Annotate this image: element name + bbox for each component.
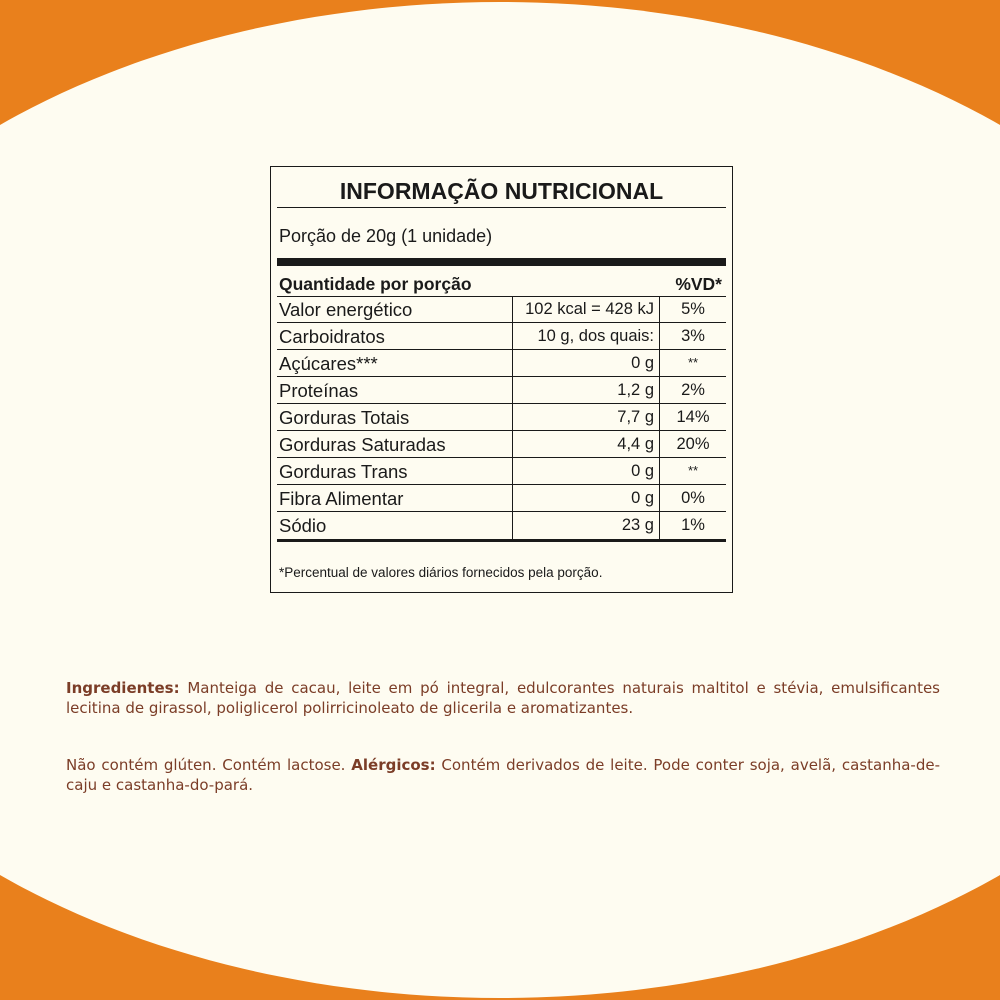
nutrient-row — [277, 458, 726, 485]
nutrient-name: Carboidratos — [279, 326, 385, 347]
nutrient-name: Proteínas — [279, 380, 359, 401]
nutrient-name: Gorduras Trans — [279, 461, 408, 482]
nutrient-amount: 1,2 g — [512, 377, 660, 403]
nutrient-amount: 23 g — [512, 512, 660, 539]
nutrient-name: Gorduras Totais — [279, 407, 410, 428]
thick-divider — [277, 258, 726, 266]
nutrient-amount: 0 g — [512, 485, 660, 511]
ingredients-text: Manteiga de cacau, leite em pó integral, edulcorantes naturais maltitol e stévia, emulsificantes lecitina de girassol, poliglicerol polirricinoleato de glicerila e aromatizantes. — [66, 679, 940, 717]
nutrient-daily-value: 5% — [681, 300, 705, 318]
nutrient-row — [277, 485, 726, 512]
nutrition-title: INFORMAÇÃO NUTRICIONAL — [339, 178, 664, 204]
nutrient-daily-value: 1% — [681, 516, 705, 534]
nutrient-name: Açúcares*** — [279, 353, 378, 374]
nutrient-daily-value: 14% — [676, 408, 710, 426]
nutrition-facts-label — [270, 166, 733, 593]
nutrient-row — [277, 296, 726, 323]
quantity-header: Quantidade por porção — [279, 274, 472, 294]
bottom-divider — [277, 539, 726, 542]
nutrient-amount: 0 g — [512, 458, 660, 484]
ingredients-label: Ingredientes: — [66, 679, 180, 697]
divider — [277, 207, 726, 208]
nutrient-name: Gorduras Saturadas — [279, 434, 446, 455]
nutrient-amount: 102 kcal = 428 kJ — [512, 296, 660, 322]
allergens-text: Contém derivados de leite. Pode conter soja, avelã, castanha-de-caju e castanha-do-pará. — [66, 756, 940, 794]
nutrient-name: Sódio — [279, 515, 327, 536]
daily-value-header: %VD* — [675, 274, 722, 294]
daily-value-footnote: *Percentual de valores diários fornecidos pela porção. — [279, 565, 603, 580]
nutrient-row — [277, 377, 726, 404]
nutrient-amount: 10 g, dos quais: — [512, 323, 660, 349]
nutrient-daily-value: 3% — [681, 327, 705, 345]
nutrient-daily-value: 2% — [681, 381, 705, 399]
nutrient-daily-value: 20% — [676, 435, 710, 453]
nutrient-name: Valor energético — [279, 299, 413, 320]
nutrient-amount: 4,4 g — [512, 431, 660, 457]
nutrient-row — [277, 512, 726, 539]
nutrient-row — [277, 431, 726, 458]
nutrient-amount: 7,7 g — [512, 404, 660, 430]
nutrient-daily-value: ** — [687, 355, 699, 370]
nutrient-amount: 0 g — [512, 350, 660, 376]
allergens-label: Alérgicos: — [351, 756, 436, 774]
ingredients-paragraph — [66, 678, 940, 718]
nutrient-daily-value: 0% — [681, 489, 705, 507]
nutrient-row — [277, 323, 726, 350]
portion-size: Porção de 20g (1 unidade) — [279, 226, 493, 246]
nutrient-row — [277, 350, 726, 377]
nutrient-daily-value: ** — [687, 463, 699, 478]
nutrient-rows — [277, 296, 726, 539]
gluten-lactose-note: Não contém glúten. Contém lactose. — [66, 756, 352, 774]
nutrient-name: Fibra Alimentar — [279, 488, 404, 509]
allergens-paragraph — [66, 755, 940, 795]
nutrient-row — [277, 404, 726, 431]
